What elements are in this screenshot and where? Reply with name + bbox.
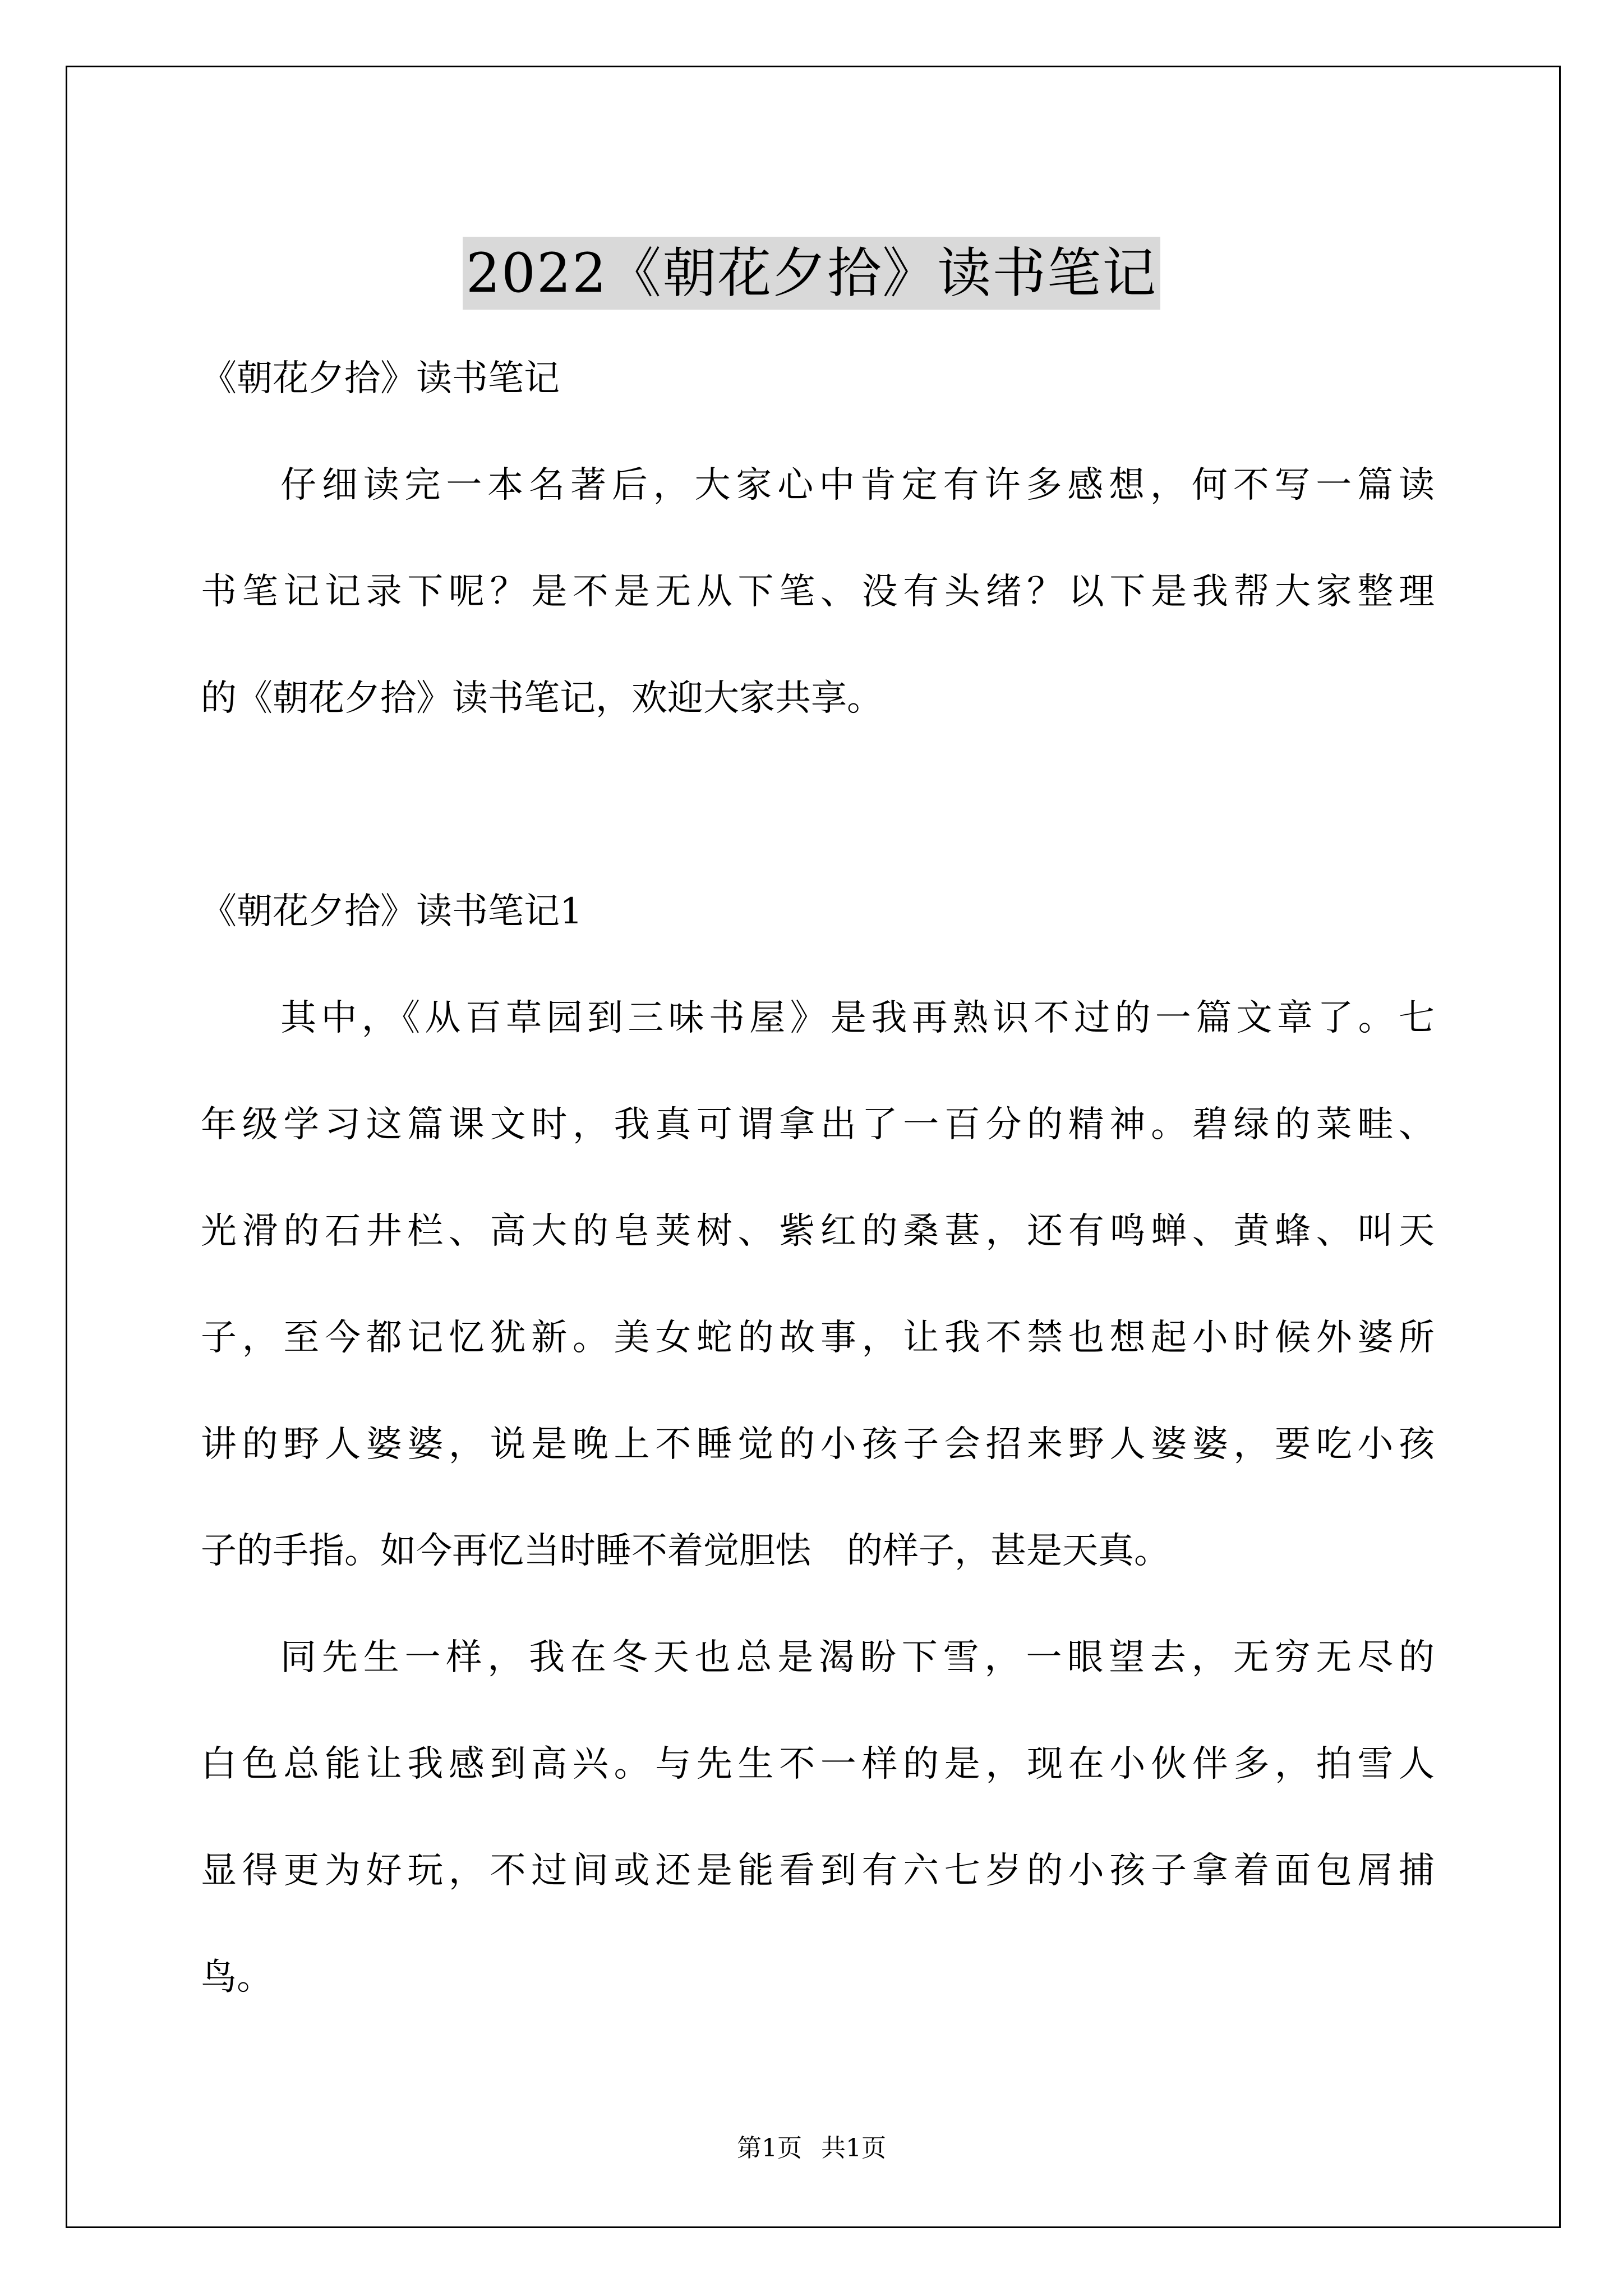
page-current: 第1页 <box>737 2134 802 2162</box>
page-footer <box>0 2132 1623 2165</box>
document-subtitle: 《朝花夕拾》读书笔记 <box>201 358 560 399</box>
para1-line: 光滑的石井栏、高大的皂荚树、紫红的桑葚，还有鸣蝉、黄蜂、叫天 <box>201 1211 1435 1252</box>
document-title: 2022《朝花夕拾》读书笔记 <box>463 237 1160 310</box>
para1-line: 子，至今都记忆犹新。美女蛇的故事，让我不禁也想起小时候外婆所 <box>201 1317 1435 1359</box>
para2-line: 白色总能让我感到高兴。与先生不一样的是，现在小伙伴多，拍雪人 <box>201 1743 1435 1785</box>
para1-line: 讲的野人婆婆，说是晚上不睡觉的小孩子会招来野人婆婆，要吃小孩 <box>201 1424 1435 1465</box>
title-container <box>0 201 1623 346</box>
intro-line: 书笔记记录下呢？是不是无从下笔、没有头绪？以下是我帮大家整理 <box>201 571 1435 613</box>
section-heading: 《朝花夕拾》读书笔记1 <box>201 891 583 932</box>
para1-line: 其中，《从百草园到三味书屋》是我再熟识不过的一篇文章了。七 <box>280 997 1435 1039</box>
para1-line: 年级学习这篇课文时，我真可谓拿出了一百分的精神。碧绿的菜畦、 <box>201 1104 1435 1145</box>
para2-line: 鸟。 <box>201 1957 273 1998</box>
page-total: 共1页 <box>821 2134 886 2162</box>
para2-line: 显得更为好玩，不过间或还是能看到有六七岁的小孩子拿着面包屑捕 <box>201 1850 1435 1892</box>
para2-line: 同先生一样，我在冬天也总是渴盼下雪，一眼望去，无穷无尽的 <box>280 1637 1435 1678</box>
para1-line: 子的手指。如今再忆当时睡不着觉胆怯 的样子，甚是天真。 <box>201 1530 1170 1572</box>
intro-line: 的《朝花夕拾》读书笔记，欢迎大家共享。 <box>201 678 883 719</box>
intro-line: 仔细读完一本名著后，大家心中肯定有许多感想，何不写一篇读 <box>280 464 1435 506</box>
